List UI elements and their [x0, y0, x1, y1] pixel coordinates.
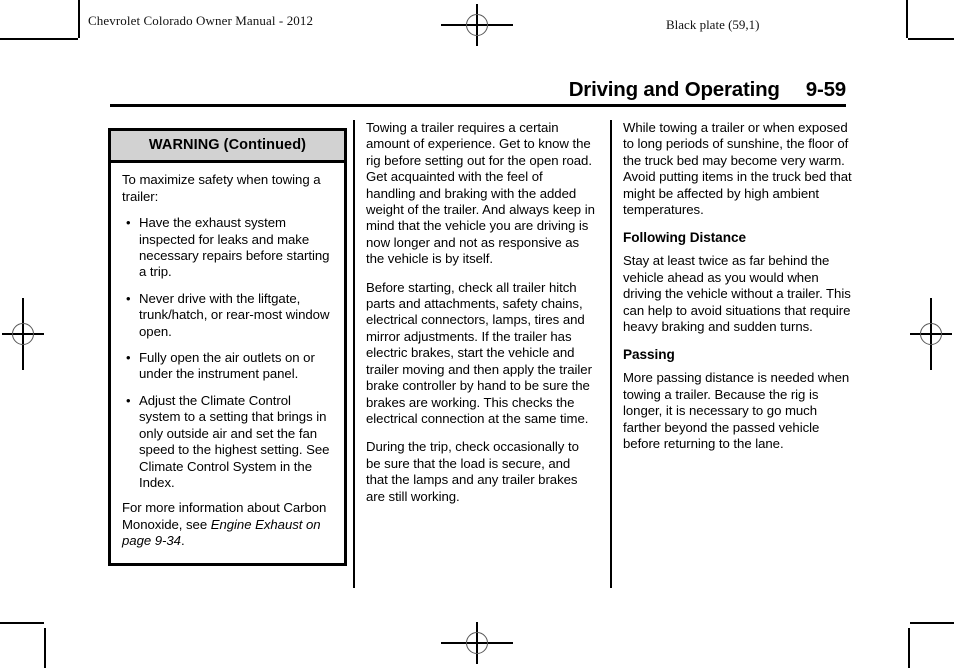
warning-footer-end: . [180, 533, 185, 549]
right-column [623, 120, 852, 453]
crop-mark-bottom-left-vertical [44, 628, 46, 668]
warning-bullet-list [122, 215, 333, 491]
bullet-icon: • [126, 290, 131, 306]
list-item [122, 350, 333, 383]
warning-intro-text: To maximize safety when towing a trailer: [122, 172, 321, 204]
column-divider-1 [353, 120, 355, 588]
warning-label: WARNING [148, 137, 220, 153]
crop-mark-bottom-right-vertical [908, 628, 910, 668]
list-item [122, 393, 333, 491]
list-item [122, 215, 333, 281]
crop-mark-top-right-vertical [906, 0, 908, 38]
registration-mark-right [910, 298, 952, 370]
registration-mark-bottom [441, 622, 513, 664]
section-heading-following-distance: Following Distance [623, 230, 746, 246]
warning-box-heading [111, 131, 344, 163]
list-item-text: Fully open the air outlets on or under the instrument panel. [139, 350, 315, 382]
warning-box [108, 128, 347, 566]
body-paragraph: During the trip, check occasionally to be sure that the load is secure, and that the lamps and any trailer brakes are still working. [366, 439, 579, 504]
list-item-text: Have the exhaust system inspected for leaks and make necessary repairs before starting a trip. [139, 215, 330, 280]
body-paragraph: While towing a trailer or when exposed to long periods of sunshine, the floor of the truck bed may become very warm. Avoid putting items in the truck bed that might be affected by high ambient temperatures. [623, 120, 852, 218]
crop-mark-bottom-left-horizontal [0, 622, 44, 624]
crop-mark-top-right-horizontal [908, 38, 954, 40]
page-number: 9-59 [805, 78, 846, 101]
registration-mark-left [2, 298, 44, 370]
middle-column [366, 120, 595, 505]
body-paragraph: More passing distance is needed when towing a trailer. Because the rig is longer, it is necessary to go much farther beyond the passed vehicle before returning to the lane. [623, 370, 850, 452]
bullet-icon: • [126, 350, 131, 366]
running-head [110, 78, 846, 102]
bullet-icon: • [126, 215, 131, 231]
warning-box-body [111, 163, 344, 562]
column-divider-2 [610, 120, 612, 588]
crop-mark-bottom-right-horizontal [910, 622, 954, 624]
list-item-text: Adjust the Climate Control system to a setting that brings in only outside air and set the fan speed to the highest setting. See Climate Control System in the Index. [139, 392, 330, 490]
bullet-icon: • [126, 392, 131, 408]
warning-footer-text [122, 500, 333, 549]
crop-mark-top-left-vertical [78, 0, 80, 38]
manual-title-stamp: Chevrolet Colorado Owner Manual - 2012 [88, 13, 314, 28]
body-paragraph: Stay at least twice as far behind the vehicle ahead as you would when driving the vehicle without a trailer. This can help to avoid situations that require heavy braking and sudden turns. [623, 253, 851, 335]
header-rule [110, 104, 846, 107]
registration-mark-top [441, 4, 513, 46]
warning-continued-label: (Continued) [223, 137, 307, 153]
black-plate-stamp: Black plate (59,1) [666, 17, 760, 32]
body-paragraph: Before starting, check all trailer hitch parts and attachments, safety chains, electrical connectors, lamps, tires and mirror adjustments. If the trailer has electric brakes, start the vehicle and trailer moving and then apply the trailer brake controller by hand to be sure the brakes are working. This checks the electrical connection at the same time. [366, 279, 592, 426]
section-heading-passing: Passing [623, 347, 675, 363]
list-item-text: Never drive with the liftgate, trunk/hatch, or rear-most window open. [139, 290, 330, 339]
crop-mark-top-left-horizontal [0, 38, 78, 40]
left-column [108, 128, 347, 566]
body-paragraph: Towing a trailer requires a certain amount of experience. Get to know the rig before setting out for the open road. Get acquainted with the feel of handling and braking with the added weight of the trailer. And always keep in mind that the vehicle you are driving is now longer and not as responsive as the vehicle is by itself. [366, 120, 595, 267]
cross-reference-link[interactable]: Engine Exhaust on page 9-34 [122, 516, 321, 549]
warning-footer-lead: For more information about Carbon Monoxide, see [122, 500, 327, 532]
list-item [122, 291, 333, 340]
page-title: Driving and Operating [568, 78, 780, 101]
